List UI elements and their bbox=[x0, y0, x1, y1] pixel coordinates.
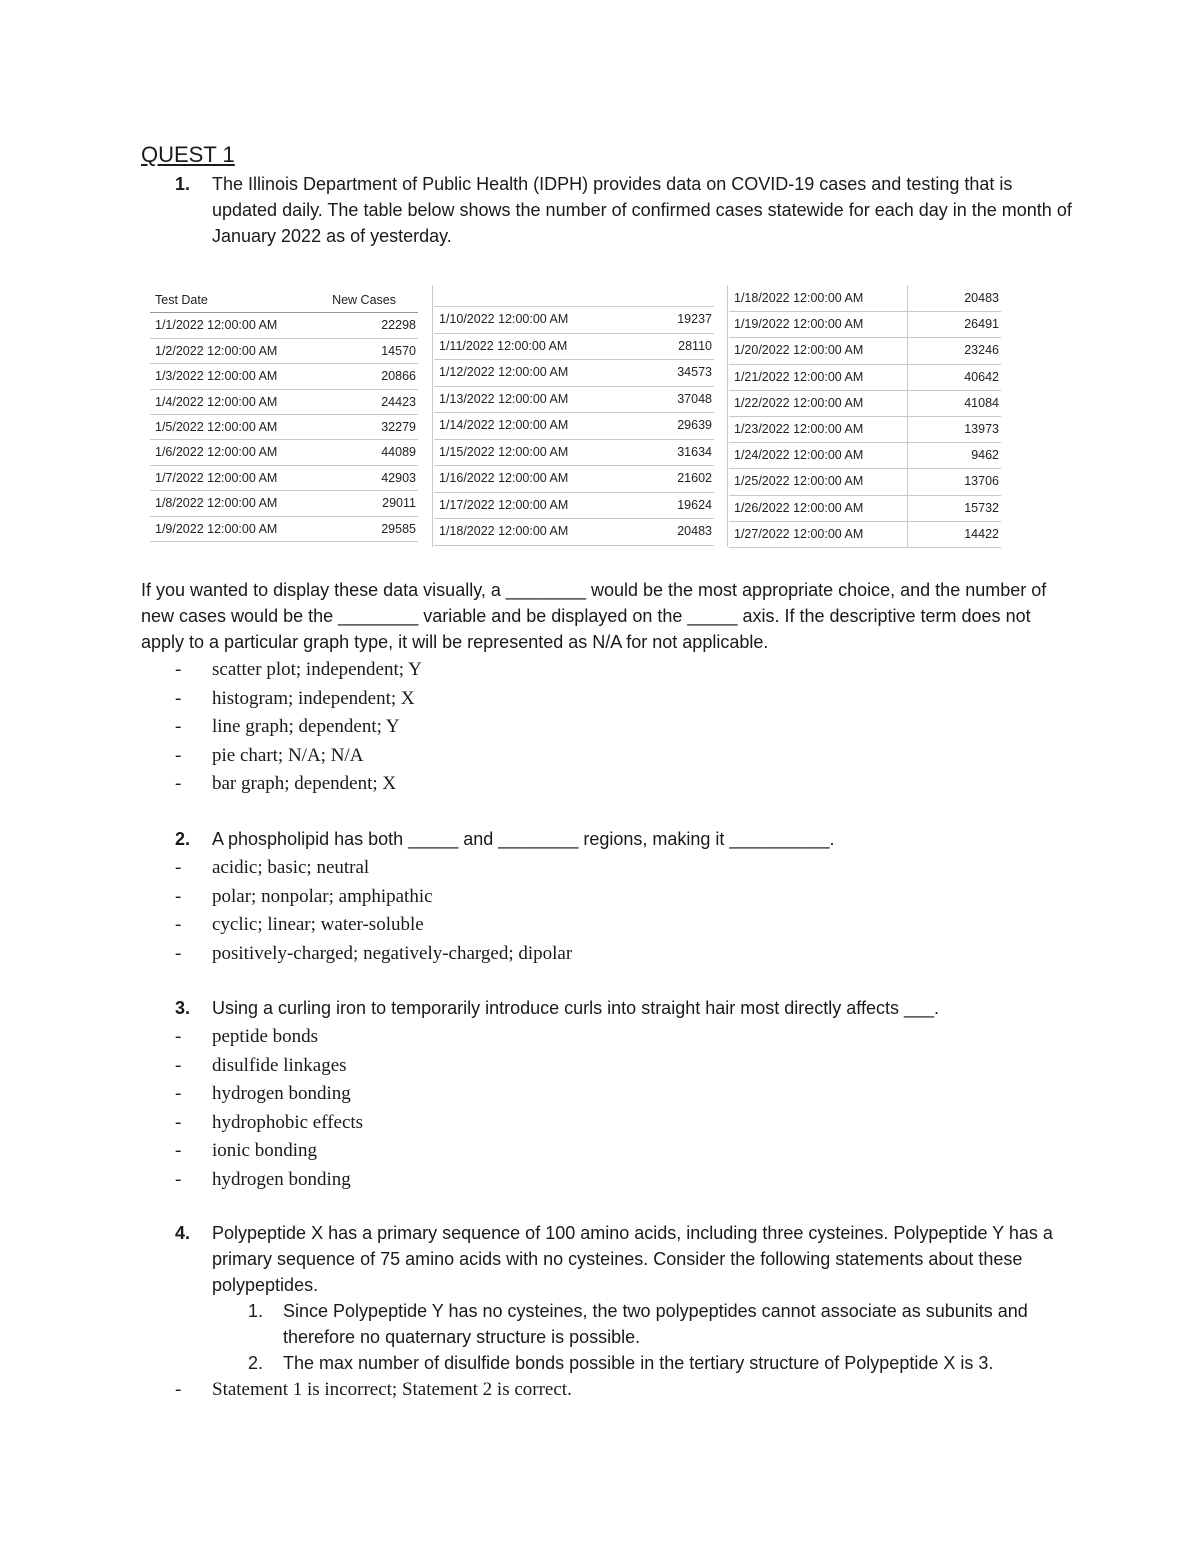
cases-table-part-1 bbox=[150, 288, 418, 542]
question-1 bbox=[0, 171, 1200, 249]
table-divider bbox=[432, 285, 433, 547]
answer-option[interactable]: - disulfide linkages bbox=[0, 1052, 1200, 1081]
table-row bbox=[729, 338, 1001, 364]
question-text: The Illinois Department of Public Health (IDPH) provides data on COVID-19 cases and testing that is updated daily. The table below shows the number of confirmed cases statewide for each day in the month of January 2022 as of yesterday. bbox=[212, 174, 1072, 246]
answer-option[interactable]: - peptide bonds bbox=[0, 1023, 1200, 1052]
question-2 bbox=[0, 826, 1200, 968]
statement-item bbox=[0, 1350, 1063, 1376]
statement-number: 1. bbox=[248, 1301, 264, 1321]
new-cases-cell: 34573 bbox=[677, 365, 712, 379]
table-row bbox=[729, 522, 1001, 548]
answer-option[interactable]: - scatter plot; independent; Y bbox=[0, 656, 1200, 685]
test-date-cell: 1/10/2022 12:00:00 AM bbox=[439, 312, 569, 326]
new-cases-cell: 31634 bbox=[677, 444, 712, 459]
question-3 bbox=[0, 995, 1200, 1194]
table-row bbox=[150, 491, 418, 516]
test-date-cell: 1/5/2022 12:00:00 AM bbox=[155, 419, 278, 434]
test-date-cell: 1/27/2022 12:00:00 AM bbox=[734, 526, 864, 541]
new-cases-cell: 42903 bbox=[381, 470, 416, 485]
statement-text: The max number of disulfide bonds possible in the tertiary structure of Polypeptide X is 3. bbox=[283, 1353, 994, 1373]
answer-option[interactable]: - line graph; dependent; Y bbox=[0, 713, 1200, 742]
test-date-cell: 1/17/2022 12:00:00 AM bbox=[439, 497, 569, 512]
table-row bbox=[150, 466, 418, 491]
test-date-cell: 1/25/2022 12:00:00 AM bbox=[734, 474, 864, 489]
table-row bbox=[729, 286, 1001, 312]
new-cases-cell: 20483 bbox=[964, 291, 999, 305]
test-date-cell: 1/15/2022 12:00:00 AM bbox=[439, 444, 569, 459]
new-cases-cell: 13973 bbox=[964, 421, 999, 436]
cases-table-part-2 bbox=[434, 306, 714, 546]
statement-item bbox=[0, 1298, 1063, 1350]
new-cases-cell: 23246 bbox=[964, 343, 999, 358]
answer-option[interactable]: - cyclic; linear; water-soluble bbox=[0, 911, 1200, 940]
table-row bbox=[434, 307, 714, 334]
new-cases-cell: 32279 bbox=[381, 419, 416, 434]
test-date-cell: 1/26/2022 12:00:00 AM bbox=[734, 500, 864, 515]
table-header-row bbox=[150, 288, 418, 313]
table-row bbox=[434, 334, 714, 361]
answer-option[interactable]: - hydrogen bonding bbox=[0, 1166, 1200, 1195]
new-cases-cell: 15732 bbox=[964, 500, 999, 515]
table-row bbox=[150, 364, 418, 389]
new-cases-cell: 20483 bbox=[677, 524, 712, 538]
table-row bbox=[434, 387, 714, 414]
new-cases-cell: 40642 bbox=[964, 369, 999, 384]
answer-option[interactable]: - histogram; independent; X bbox=[0, 685, 1200, 714]
table-row bbox=[150, 415, 418, 440]
test-date-cell: 1/18/2022 12:00:00 AM bbox=[439, 524, 569, 538]
new-cases-cell: 44089 bbox=[381, 445, 416, 460]
table-row bbox=[150, 313, 418, 338]
test-date-cell: 1/13/2022 12:00:00 AM bbox=[439, 391, 569, 406]
table-row bbox=[729, 365, 1001, 391]
new-cases-cell: 14570 bbox=[381, 343, 416, 358]
table-row bbox=[434, 493, 714, 520]
header-test-date: Test Date bbox=[155, 293, 208, 307]
test-date-cell: 1/21/2022 12:00:00 AM bbox=[734, 369, 864, 384]
test-date-cell: 1/24/2022 12:00:00 AM bbox=[734, 448, 864, 463]
new-cases-cell: 13706 bbox=[964, 474, 999, 489]
test-date-cell: 1/4/2022 12:00:00 AM bbox=[155, 394, 278, 409]
table-row bbox=[434, 360, 714, 387]
cases-table-part-3 bbox=[729, 286, 1001, 548]
table-row bbox=[729, 391, 1001, 417]
answer-option[interactable]: - hydrophobic effects bbox=[0, 1109, 1200, 1138]
test-date-cell: 1/14/2022 12:00:00 AM bbox=[439, 418, 569, 432]
new-cases-cell: 29639 bbox=[677, 418, 712, 432]
answer-option[interactable]: - ionic bonding bbox=[0, 1137, 1200, 1166]
new-cases-cell: 22298 bbox=[381, 318, 416, 333]
test-date-cell: 1/2/2022 12:00:00 AM bbox=[155, 343, 278, 358]
test-date-cell: 1/20/2022 12:00:00 AM bbox=[734, 343, 864, 358]
question-1-options bbox=[0, 656, 1200, 799]
answer-option[interactable]: - Statement 1 is incorrect; Statement 2 is correct. bbox=[0, 1376, 1200, 1405]
new-cases-cell: 26491 bbox=[964, 317, 999, 332]
table-row bbox=[434, 413, 714, 440]
table-divider bbox=[907, 285, 908, 547]
test-date-cell: 1/7/2022 12:00:00 AM bbox=[155, 470, 278, 485]
table-row bbox=[150, 339, 418, 364]
question-text: Using a curling iron to temporarily introduce curls into straight hair most directly affects ___. bbox=[212, 998, 939, 1018]
table-row bbox=[729, 469, 1001, 495]
answer-option[interactable]: - bar graph; dependent; X bbox=[0, 770, 1200, 799]
question-number: 3. bbox=[175, 998, 191, 1018]
question-4 bbox=[0, 1220, 1200, 1405]
new-cases-cell: 29585 bbox=[381, 521, 416, 536]
new-cases-cell: 28110 bbox=[678, 338, 712, 353]
table-divider bbox=[727, 285, 728, 547]
statement-number: 2. bbox=[248, 1353, 264, 1373]
answer-option[interactable]: - hydrogen bonding bbox=[0, 1080, 1200, 1109]
new-cases-cell: 14422 bbox=[964, 526, 999, 541]
question-text: Polypeptide X has a primary sequence of 100 amino acids, including three cysteines. Polypeptide Y has a primary sequence of 75 amino acids with no cysteines. Consider the following statements about these polypeptides. bbox=[212, 1223, 1053, 1295]
test-date-cell: 1/3/2022 12:00:00 AM bbox=[155, 369, 278, 384]
answer-option[interactable]: - acidic; basic; neutral bbox=[0, 854, 1200, 883]
table-row bbox=[729, 417, 1001, 443]
question-number: 1. bbox=[175, 174, 191, 194]
new-cases-cell: 19624 bbox=[677, 497, 712, 512]
answer-option[interactable]: - positively-charged; negatively-charged; dipolar bbox=[0, 940, 1200, 969]
question-number: 4. bbox=[175, 1223, 191, 1243]
page-title: QUEST 1 bbox=[141, 142, 235, 167]
new-cases-cell: 41084 bbox=[964, 395, 999, 410]
table-row bbox=[729, 312, 1001, 338]
test-date-cell: 1/19/2022 12:00:00 AM bbox=[734, 317, 864, 332]
table-row bbox=[434, 440, 714, 467]
test-date-cell: 1/8/2022 12:00:00 AM bbox=[155, 496, 278, 511]
table-row bbox=[729, 496, 1001, 522]
new-cases-cell: 24423 bbox=[381, 394, 416, 409]
question-text: A phospholipid has both _____ and ________ regions, making it __________. bbox=[212, 829, 835, 849]
new-cases-cell: 20866 bbox=[381, 369, 416, 384]
question-1-prompt: If you wanted to display these data visually, a ________ would be the most appropriate choice, and the number of new cases would be the ________ variable and be displayed on the _____ axis. If the descriptive term does not apply to a particular graph type, it will be represented as N/A for not applicable. bbox=[141, 580, 1047, 652]
new-cases-cell: 21602 bbox=[677, 471, 712, 485]
table-row bbox=[150, 517, 418, 542]
new-cases-cell: 37048 bbox=[677, 391, 712, 406]
new-cases-cell: 9462 bbox=[971, 448, 999, 463]
table-row bbox=[434, 519, 714, 546]
new-cases-cell: 19237 bbox=[677, 312, 712, 326]
new-cases-cell: 29011 bbox=[382, 496, 416, 511]
test-date-cell: 1/6/2022 12:00:00 AM bbox=[155, 445, 278, 460]
table-row bbox=[150, 440, 418, 465]
answer-option[interactable]: - pie chart; N/A; N/A bbox=[0, 742, 1200, 771]
test-date-cell: 1/12/2022 12:00:00 AM bbox=[439, 365, 569, 379]
statement-text: Since Polypeptide Y has no cysteines, the two polypeptides cannot associate as subunits and therefore no quaternary structure is possible. bbox=[283, 1301, 1028, 1347]
test-date-cell: 1/16/2022 12:00:00 AM bbox=[439, 471, 569, 485]
test-date-cell: 1/18/2022 12:00:00 AM bbox=[734, 291, 864, 305]
table-row bbox=[434, 466, 714, 493]
answer-option[interactable]: - polar; nonpolar; amphipathic bbox=[0, 883, 1200, 912]
test-date-cell: 1/22/2022 12:00:00 AM bbox=[734, 395, 864, 410]
test-date-cell: 1/11/2022 12:00:00 AM bbox=[439, 338, 568, 353]
test-date-cell: 1/23/2022 12:00:00 AM bbox=[734, 421, 864, 436]
table-row bbox=[729, 443, 1001, 469]
test-date-cell: 1/1/2022 12:00:00 AM bbox=[155, 318, 278, 333]
table-row bbox=[150, 390, 418, 415]
test-date-cell: 1/9/2022 12:00:00 AM bbox=[155, 521, 278, 536]
question-number: 2. bbox=[175, 829, 191, 849]
header-new-cases: New Cases bbox=[332, 293, 396, 307]
